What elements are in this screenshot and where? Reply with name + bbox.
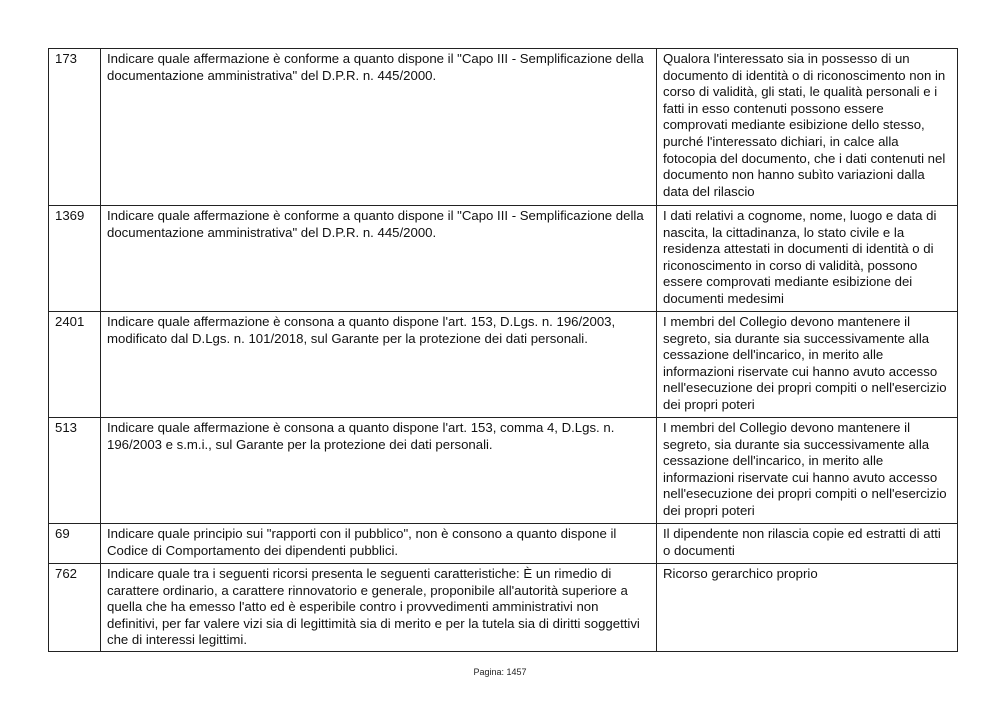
question-number: 69 (49, 524, 101, 564)
answer-text: Il dipendente non rilascia copie ed estratti di atti o documenti (657, 524, 958, 564)
question-text: Indicare quale affermazione è conforme a quanto dispone il "Capo III - Semplificazione della documentazione amministrativa" del D.P.R. n. 445/2000. (101, 49, 657, 206)
question-text: Indicare quale affermazione è conforme a quanto dispone il "Capo III - Semplificazione della documentazione amministrativa" del D.P.R. n. 445/2000. (101, 206, 657, 312)
page-number: Pagina: 1457 (473, 667, 527, 677)
question-number: 173 (49, 49, 101, 206)
table-row (49, 312, 958, 418)
question-text: Indicare quale tra i seguenti ricorsi presenta le seguenti caratteristiche: È un rimedio di carattere ordinario, a carattere rinnovatorio e generale, proponibile all'autorità superiore a quella che ha emesso l'atto ed è esperibile contro i provvedimenti amministrativi non definitivi, per far valere vizi sia di legittimità sia di merito e per la tutela sia di diritti soggettivi che di interessi legittimi. (101, 564, 657, 652)
answer-text: I membri del Collegio devono mantenere il segreto, sia durante sia successivamente alla cessazione dell'incarico, in merito alle informazioni riservate cui hanno avuto accesso nell'esecuzione dei propri compiti o nell'esercizio dei propri poteri (657, 418, 958, 524)
answer-text: Qualora l'interessato sia in possesso di un documento di identità o di riconoscimento non in corso di validità, gli stati, le qualità personali e i fatti in esso contenuti possono essere comprovati mediante esibizione dello stesso, purché l'interessato dichiari, in calce alla fotocopia del documento, che i dati contenuti nel documento non hanno subìto variazioni dalla data del rilascio (657, 49, 958, 206)
answer-text: I membri del Collegio devono mantenere il segreto, sia durante sia successivamente alla cessazione dell'incarico, in merito alle informazioni riservate cui hanno avuto accesso nell'esecuzione dei propri compiti o nell'esercizio dei propri poteri (657, 312, 958, 418)
answer-text: I dati relativi a cognome, nome, luogo e data di nascita, la cittadinanza, lo stato civile e la residenza attestati in documenti di identità o di riconoscimento in corso di validità, possono essere comprovati mediante esibizione dei documenti medesimi (657, 206, 958, 312)
table-row (49, 206, 958, 312)
question-text: Indicare quale principio sui "rapporti con il pubblico", non è consono a quanto dispone il Codice di Comportamento dei dipendenti pubblici. (101, 524, 657, 564)
question-number: 513 (49, 418, 101, 524)
question-text: Indicare quale affermazione è consona a quanto dispone l'art. 153, D.Lgs. n. 196/2003, modificato dal D.Lgs. n. 101/2018, sul Garante per la protezione dei dati personali. (101, 312, 657, 418)
table-row (49, 564, 958, 652)
table-row (49, 418, 958, 524)
question-text: Indicare quale affermazione è consona a quanto dispone l'art. 153, comma 4, D.Lgs. n. 196/2003 e s.m.i., sul Garante per la protezione dei dati personali. (101, 418, 657, 524)
question-number: 1369 (49, 206, 101, 312)
questions-table (48, 48, 958, 652)
table-row (49, 524, 958, 564)
question-number: 2401 (49, 312, 101, 418)
answer-text: Ricorso gerarchico proprio (657, 564, 958, 652)
table-row (49, 49, 958, 206)
question-number: 762 (49, 564, 101, 652)
